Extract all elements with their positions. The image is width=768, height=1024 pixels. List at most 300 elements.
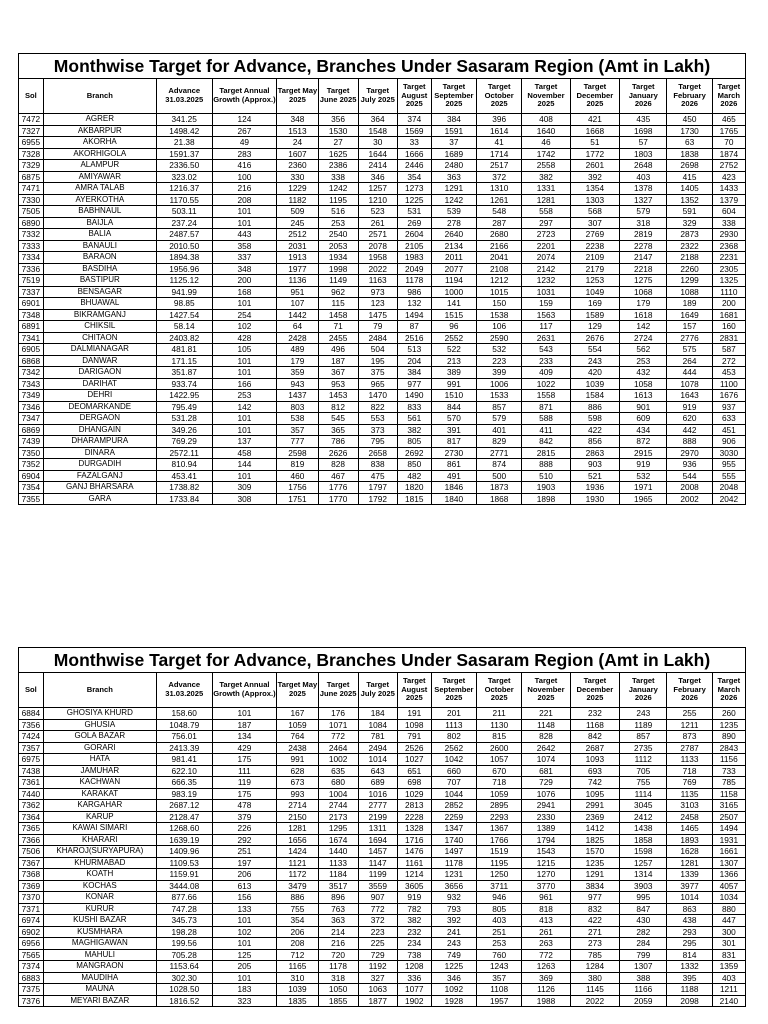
cell-march-2026: 272 [712,355,745,367]
cell-advance: 345.73 [156,915,212,927]
cell-sol: 7565 [19,949,44,961]
cell-july-2025: 372 [358,915,397,927]
cell-august-2025: 1208 [397,961,431,973]
cell-march-2026: 1676 [712,390,745,402]
cell-march-2026: 1874 [712,148,745,160]
cell-june-2025: 1071 [318,719,358,731]
cell-october-2025: 396 [477,114,522,126]
cell-may-2025: 1229 [277,183,318,195]
cell-july-2025: 1147 [358,857,397,869]
cell-october-2025: 718 [477,777,522,789]
cell-annual-growth: 183 [212,984,277,996]
col-header-october-2025: Target October 2025 [477,673,522,708]
cell-october-2025: 1059 [477,788,522,800]
cell-annual-growth: 379 [212,811,277,823]
cell-october-2025: 500 [477,470,522,482]
table-row [19,137,746,149]
cell-december-2025: 521 [570,470,619,482]
cell-january-2026: 1803 [620,148,667,160]
cell-december-2025: 2601 [570,160,619,172]
cell-september-2025: 363 [431,171,476,183]
cell-sol: 7332 [19,229,44,241]
cell-march-2026: 3030 [712,447,745,459]
cell-sol: 6956 [19,938,44,950]
table-row [19,355,746,367]
table-row [19,194,746,206]
cell-annual-growth: 168 [212,286,277,298]
cell-june-2025: 1133 [318,857,358,869]
cell-november-2025: 117 [522,321,570,333]
cell-december-2025: 1253 [570,275,619,287]
cell-november-2025: 1794 [522,834,570,846]
cell-sol: 7330 [19,194,44,206]
cell-june-2025: 187 [318,355,358,367]
cell-february-2026: 1838 [667,148,712,160]
cell-february-2026: 3103 [667,800,712,812]
col-header-september-2025: Target September 2025 [431,79,476,114]
cell-july-2025: 1958 [358,252,397,264]
cell-december-2025: 129 [570,321,619,333]
cell-october-2025: 1250 [477,869,522,881]
cell-sol: 7375 [19,984,44,996]
cell-january-2026: 857 [620,731,667,743]
cell-january-2026: 3903 [620,880,667,892]
cell-sol: 7362 [19,800,44,812]
cell-january-2026: 1971 [620,482,667,494]
col-header-annual-growth: Target Annual Growth (Approx.) [212,673,277,708]
cell-january-2026: 995 [620,892,667,904]
cell-sol: 6875 [19,171,44,183]
cell-december-2025: 2769 [570,229,619,241]
cell-advance: 302.30 [156,972,212,984]
cell-branch: GHUSIA [43,719,156,731]
cell-september-2025: 802 [431,731,476,743]
cell-advance: 3444.08 [156,880,212,892]
cell-advance: 769.29 [156,436,212,448]
cell-july-2025: 475 [358,470,397,482]
cell-january-2026: 435 [620,114,667,126]
cell-november-2025: 1389 [522,823,570,835]
cell-november-2025: 297 [522,217,570,229]
cell-sol: 7471 [19,183,44,195]
cell-annual-growth: 134 [212,731,277,743]
cell-june-2025: 367 [318,367,358,379]
cell-august-2025: 1569 [397,125,431,137]
col-header-march-2026: Target March 2026 [712,79,745,114]
table-row [19,436,746,448]
cell-sol: 6902 [19,926,44,938]
cell-november-2025: 2558 [522,160,570,172]
cell-october-2025: 1766 [477,834,522,846]
cell-january-2026: 847 [620,903,667,915]
table-row [19,995,746,1007]
cell-august-2025: 234 [397,938,431,950]
table-row [19,857,746,869]
cell-november-2025: 2723 [522,229,570,241]
cell-october-2025: 760 [477,949,522,961]
cell-branch: KUSMHARA [43,926,156,938]
cell-branch: AKORHA [43,137,156,149]
cell-july-2025: 373 [358,424,397,436]
cell-january-2026: 919 [620,459,667,471]
cell-may-2025: 179 [277,355,318,367]
cell-december-2025: 422 [570,915,619,927]
cell-august-2025: 698 [397,777,431,789]
cell-september-2025: 660 [431,765,476,777]
cell-august-2025: 850 [397,459,431,471]
cell-january-2026: 1965 [620,493,667,505]
cell-february-2026: 1135 [667,788,712,800]
col-header-january-2026: Target January 2026 [620,79,667,114]
cell-november-2025: 818 [522,903,570,915]
table-row [19,892,746,904]
col-header-annual-growth: Target Annual Growth (Approx.) [212,79,277,114]
table-row [19,800,746,812]
cell-december-2025: 422 [570,424,619,436]
cell-may-2025: 2512 [277,229,318,241]
cell-may-2025: 628 [277,765,318,777]
cell-march-2026: 1235 [712,719,745,731]
cell-march-2026: 1158 [712,788,745,800]
cell-october-2025: 829 [477,436,522,448]
cell-sol: 7505 [19,206,44,218]
cell-branch: JAMUHAR [43,765,156,777]
cell-annual-growth: 125 [212,949,277,961]
cell-july-2025: 261 [358,217,397,229]
cell-july-2025: 772 [358,903,397,915]
cell-annual-growth: 309 [212,482,277,494]
cell-september-2025: 213 [431,355,476,367]
cell-january-2026: 705 [620,765,667,777]
cell-january-2026: 2724 [620,332,667,344]
cell-sol: 7346 [19,401,44,413]
cell-advance: 2413.39 [156,742,212,754]
cell-february-2026: 1352 [667,194,712,206]
table-row [19,926,746,938]
cell-annual-growth: 101 [212,424,277,436]
cell-july-2025: 1199 [358,869,397,881]
cell-june-2025: 338 [318,171,358,183]
cell-october-2025: 2041 [477,252,522,264]
cell-advance: 481.81 [156,344,212,356]
table-row [19,880,746,892]
cell-sol: 7364 [19,811,44,823]
cell-october-2025: 2895 [477,800,522,812]
cell-july-2025: 184 [358,708,397,720]
table-row [19,823,746,835]
cell-september-2025: 1178 [431,857,476,869]
cell-july-2025: 79 [358,321,397,333]
table-row [19,413,746,425]
cell-january-2026: 1327 [620,194,667,206]
cell-sol: 7348 [19,309,44,321]
col-header-november-2025: Target November 2025 [522,79,570,114]
cell-branch: DHANGAIN [43,424,156,436]
target-table [18,647,746,1007]
cell-january-2026: 3045 [620,800,667,812]
cell-branch: KOATH [43,869,156,881]
cell-june-2025: 786 [318,436,358,448]
table-row [19,972,746,984]
cell-branch: BAIJLA [43,217,156,229]
cell-may-2025: 943 [277,378,318,390]
cell-december-2025: 273 [570,938,619,950]
cell-january-2026: 2915 [620,447,667,459]
cell-february-2026: 293 [667,926,712,938]
cell-advance: 795.49 [156,401,212,413]
cell-sol: 6974 [19,915,44,927]
cell-march-2026: 447 [712,915,745,927]
cell-may-2025: 2714 [277,800,318,812]
cell-july-2025: 1192 [358,961,397,973]
cell-september-2025: 793 [431,903,476,915]
cell-september-2025: 570 [431,413,476,425]
cell-sol: 6901 [19,298,44,310]
cell-sol: 7424 [19,731,44,743]
cell-branch: GOLA BAZAR [43,731,156,743]
cell-may-2025: 2438 [277,742,318,754]
cell-october-2025: 211 [477,708,522,720]
table-row [19,731,746,743]
cell-advance: 2336.50 [156,160,212,172]
cell-branch: KHURMABAD [43,857,156,869]
cell-january-2026: 1378 [620,183,667,195]
cell-july-2025: 1016 [358,788,397,800]
cell-july-2025: 1257 [358,183,397,195]
cell-september-2025: 346 [431,972,476,984]
cell-branch: BHUAWAL [43,298,156,310]
cell-august-2025: 382 [397,424,431,436]
cell-september-2025: 241 [431,926,476,938]
cell-june-2025: 2173 [318,811,358,823]
cell-december-2025: 1235 [570,857,619,869]
cell-september-2025: 932 [431,892,476,904]
cell-november-2025: 1543 [522,846,570,858]
cell-august-2025: 191 [397,708,431,720]
cell-annual-growth: 478 [212,800,277,812]
cell-january-2026: 1058 [620,378,667,390]
cell-july-2025: 1457 [358,846,397,858]
cell-annual-growth: 358 [212,240,277,252]
cell-february-2026: 415 [667,171,712,183]
table-row [19,903,746,915]
cell-advance: 453.41 [156,470,212,482]
cell-december-2025: 2863 [570,447,619,459]
cell-december-2025: 742 [570,777,619,789]
cell-annual-growth: 119 [212,777,277,789]
cell-june-2025: 1770 [318,493,358,505]
table-row [19,470,746,482]
cell-july-2025: 965 [358,378,397,390]
cell-november-2025: 1281 [522,194,570,206]
cell-february-2026: 575 [667,344,712,356]
cell-sol: 7334 [19,252,44,264]
cell-july-2025: 2078 [358,240,397,252]
cell-january-2026: 1618 [620,309,667,321]
cell-march-2026: 1661 [712,846,745,858]
cell-february-2026: 1643 [667,390,712,402]
cell-sol: 7371 [19,903,44,915]
cell-annual-growth: 253 [212,390,277,402]
cell-august-2025: 791 [397,731,431,743]
cell-sol: 6975 [19,754,44,766]
cell-june-2025: 962 [318,286,358,298]
cell-january-2026: 562 [620,344,667,356]
cell-may-2025: 348 [277,114,318,126]
table-row [19,263,746,275]
cell-branch: MAUNA [43,984,156,996]
col-header-june-2025: Target June 2025 [318,79,358,114]
cell-advance: 877.66 [156,892,212,904]
cell-branch: BARAON [43,252,156,264]
cell-annual-growth: 206 [212,869,277,881]
cell-june-2025: 2540 [318,229,358,241]
cell-june-2025: 216 [318,938,358,950]
cell-annual-growth: 443 [212,229,277,241]
cell-may-2025: 1281 [277,823,318,835]
target-sheet-1 [18,53,746,505]
table-row [19,160,746,172]
table-row [19,171,746,183]
cell-june-2025: 318 [318,972,358,984]
cell-july-2025: 1014 [358,754,397,766]
cell-december-2025: 1095 [570,788,619,800]
cell-december-2025: 2687 [570,742,619,754]
cell-september-2025: 278 [431,217,476,229]
cell-september-2025: 522 [431,344,476,356]
cell-march-2026: 1211 [712,984,745,996]
cell-december-2025: 977 [570,892,619,904]
cell-october-2025: 1195 [477,857,522,869]
cell-october-2025: 1243 [477,961,522,973]
table-row [19,298,746,310]
cell-june-2025: 1458 [318,309,358,321]
cell-september-2025: 491 [431,470,476,482]
cell-july-2025: 1877 [358,995,397,1007]
cell-advance: 503.11 [156,206,212,218]
cell-advance: 1048.79 [156,719,212,731]
table-row [19,938,746,950]
cell-june-2025: 1295 [318,823,358,835]
cell-september-2025: 2552 [431,332,476,344]
cell-july-2025: 2484 [358,332,397,344]
cell-annual-growth: 216 [212,183,277,195]
cell-november-2025: 1742 [522,148,570,160]
cell-branch: BANAULI [43,240,156,252]
cell-september-2025: 389 [431,367,476,379]
cell-november-2025: 828 [522,731,570,743]
cell-advance: 747.28 [156,903,212,915]
cell-advance: 1268.60 [156,823,212,835]
cell-march-2026: 1100 [712,378,745,390]
cell-september-2025: 2852 [431,800,476,812]
cell-january-2026: 872 [620,436,667,448]
cell-august-2025: 87 [397,321,431,333]
cell-advance: 341.25 [156,114,212,126]
cell-march-2026: 2831 [712,332,745,344]
cell-september-2025: 1689 [431,148,476,160]
cell-annual-growth: 205 [212,961,277,973]
cell-february-2026: 814 [667,949,712,961]
cell-december-2025: 842 [570,731,619,743]
cell-january-2026: 1698 [620,125,667,137]
cell-annual-growth: 101 [212,938,277,950]
cell-september-2025: 141 [431,298,476,310]
cell-advance: 171.15 [156,355,212,367]
cell-may-2025: 1607 [277,148,318,160]
cell-november-2025: 1903 [522,482,570,494]
cell-august-2025: 132 [397,298,431,310]
cell-february-2026: 863 [667,903,712,915]
cell-annual-growth: 101 [212,206,277,218]
table-row [19,719,746,731]
cell-november-2025: 1331 [522,183,570,195]
cell-may-2025: 1059 [277,719,318,731]
col-header-sol: Sol [19,79,44,114]
cell-december-2025: 2676 [570,332,619,344]
table-row [19,869,746,881]
cell-branch: DEHRI [43,390,156,402]
cell-august-2025: 561 [397,413,431,425]
col-header-february-2026: Target February 2026 [667,79,712,114]
cell-december-2025: 2022 [570,995,619,1007]
cell-september-2025: 861 [431,459,476,471]
cell-advance: 323.02 [156,171,212,183]
cell-september-2025: 991 [431,378,476,390]
cell-march-2026: 2305 [712,263,745,275]
cell-august-2025: 1098 [397,719,431,731]
cell-may-2025: 3479 [277,880,318,892]
cell-january-2026: 1114 [620,788,667,800]
cell-march-2026: 1110 [712,286,745,298]
cell-advance: 2687.12 [156,800,212,812]
cell-june-2025: 467 [318,470,358,482]
cell-advance: 1591.37 [156,148,212,160]
cell-november-2025: 2330 [522,811,570,823]
table-row [19,754,746,766]
cell-advance: 981.41 [156,754,212,766]
cell-september-2025: 1497 [431,846,476,858]
cell-december-2025: 307 [570,217,619,229]
cell-march-2026: 300 [712,926,745,938]
cell-advance: 941.99 [156,286,212,298]
cell-october-2025: 1130 [477,719,522,731]
cell-sol: 7506 [19,846,44,858]
cell-annual-growth: 102 [212,321,277,333]
cell-sol: 6904 [19,470,44,482]
table-row [19,846,746,858]
cell-advance: 1639.19 [156,834,212,846]
cell-september-2025: 707 [431,777,476,789]
cell-annual-growth: 283 [212,148,277,160]
cell-annual-growth: 187 [212,719,277,731]
cell-annual-growth: 105 [212,344,277,356]
cell-july-2025: 364 [358,114,397,126]
cell-september-2025: 817 [431,436,476,448]
cell-may-2025: 991 [277,754,318,766]
cell-sol: 7365 [19,823,44,835]
cell-october-2025: 1261 [477,194,522,206]
cell-sol: 7354 [19,482,44,494]
table-row [19,252,746,264]
cell-annual-growth: 101 [212,972,277,984]
cell-sol: 7355 [19,493,44,505]
cell-advance: 2487.57 [156,229,212,241]
cell-august-2025: 1494 [397,309,431,321]
cell-sol: 6890 [19,217,44,229]
cell-december-2025: 785 [570,949,619,961]
cell-may-2025: 2031 [277,240,318,252]
